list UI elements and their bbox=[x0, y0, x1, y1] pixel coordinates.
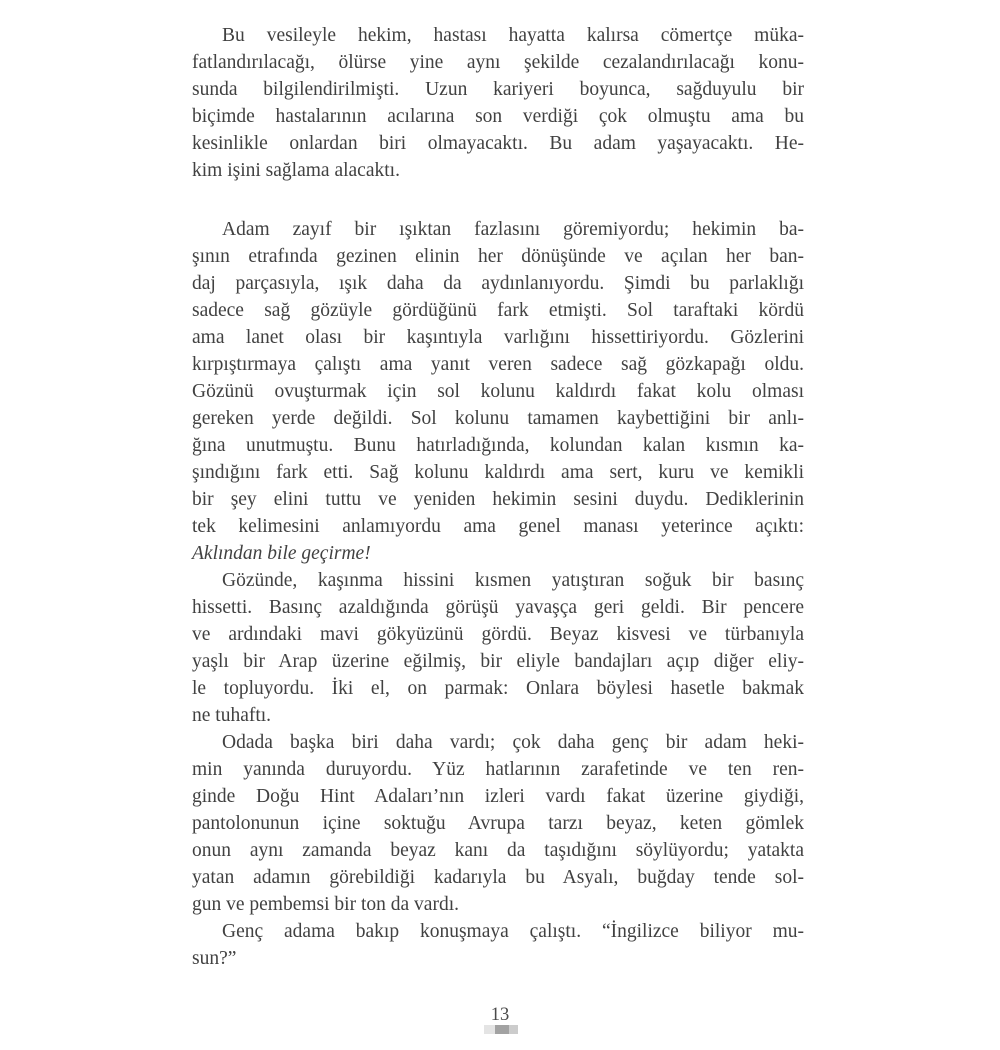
paragraph bbox=[192, 216, 804, 567]
text-line: bir şey elini tuttu ve yeniden hekimin sesini duydu. Dediklerinin bbox=[192, 489, 804, 510]
text-line: ginde Doğu Hint Adaları’nın izleri vardı fakat üzerine giydiği, bbox=[192, 786, 804, 807]
text-line: gereken yerde değildi. Sol kolunu tamamen kaybettiğini bir anlı- bbox=[192, 408, 804, 429]
text-block bbox=[192, 22, 804, 972]
text-line: gun ve pembemsi bir ton da vardı. bbox=[192, 894, 459, 915]
scan-artifact bbox=[484, 1025, 518, 1034]
text-line: yaşlı bir Arap üzerine eğilmiş, bir eliyle bandajları açıp diğer eliy- bbox=[192, 651, 804, 672]
text-line: sadece sağ gözüyle gördüğünü fark etmişti. Sol taraftaki kördü bbox=[192, 300, 804, 321]
paragraph bbox=[192, 567, 804, 729]
text-line: Odada başka biri daha vardı; çok daha genç bir adam heki- bbox=[222, 732, 804, 753]
text-line: kırpıştırmaya çalıştı ama yanıt veren sadece sağ gözkapağı oldu. bbox=[192, 354, 804, 375]
text-line: Bu vesileyle hekim, hastası hayatta kalırsa cömertçe müka- bbox=[222, 25, 804, 46]
text-line: kesinlikle onlardan biri olmayacaktı. Bu adam yaşayacaktı. He- bbox=[192, 133, 804, 154]
paragraph bbox=[192, 729, 804, 918]
text-line: sunda bilgilendirilmişti. Uzun kariyeri boyunca, sağduyulu bir bbox=[192, 79, 804, 100]
text-line: pantolonunun içine soktuğu Avrupa tarzı beyaz, keten gömlek bbox=[192, 813, 804, 834]
text-line: ğına unutmuştu. Bunu hatırladığında, kolundan kalan kısmın ka- bbox=[192, 435, 804, 456]
text-line: Gözünde, kaşınma hissini kısmen yatıştıran soğuk bir basınç bbox=[222, 570, 804, 591]
text-line: ve ardındaki mavi gökyüzünü gördü. Beyaz kisvesi ve türbanıyla bbox=[192, 624, 804, 645]
text-line: hissetti. Basınç azaldığında görüşü yavaşça geri geldi. Bir pencere bbox=[192, 597, 804, 618]
text-line: fatlandırılacağı, ölürse yine aynı şekilde cezalandırılacağı konu- bbox=[192, 52, 804, 73]
text-line: tek kelimesini anlamıyordu ama genel manası yeterince açıktı: bbox=[192, 516, 804, 537]
page-number: 13 bbox=[490, 1005, 510, 1025]
text-line: yatan adamın görebildiği kadarıyla bu Asyalı, buğday tende sol- bbox=[192, 867, 804, 888]
text-line: le topluyordu. İki el, on parmak: Onlara böylesi hasetle bakmak bbox=[192, 678, 804, 699]
text-line: min yanında duruyordu. Yüz hatlarının zarafetinde ve ten ren- bbox=[192, 759, 804, 780]
text-line: ama lanet olası bir kaşıntıyla varlığını hissettiriyordu. Gözlerini bbox=[192, 327, 804, 348]
text-line: şındığını fark etti. Sağ kolunu kaldırdı ama sert, kuru ve kemikli bbox=[192, 462, 804, 483]
text-line: onun aynı zamanda beyaz kanı da taşıdığını söylüyordu; yatakta bbox=[192, 840, 804, 861]
text-line: şının etrafında gezinen elinin her dönüşünde ve açılan her ban- bbox=[192, 246, 804, 267]
text-line: kim işini sağlama alacaktı. bbox=[192, 160, 400, 181]
paragraph bbox=[192, 918, 804, 972]
text-line: Genç adama bakıp konuşmaya çalıştı. “İngilizce biliyor mu- bbox=[222, 921, 804, 942]
text-line: daj parçasıyla, ışık daha da aydınlanıyordu. Şimdi bu parlaklığı bbox=[192, 273, 804, 294]
text-line: Adam zayıf bir ışıktan fazlasını göremiyordu; hekimin ba- bbox=[222, 219, 804, 240]
text-line: biçimde hastalarının acılarına son verdiği çok olmuştu ama bu bbox=[192, 106, 804, 127]
paragraph bbox=[192, 22, 804, 184]
text-line: Gözünü ovuşturmak için sol kolunu kaldırdı fakat kolu olması bbox=[192, 381, 804, 402]
text-line: Aklından bile geçirme! bbox=[192, 543, 371, 564]
text-line: sun?” bbox=[192, 948, 237, 969]
text-line: ne tuhaftı. bbox=[192, 705, 272, 726]
